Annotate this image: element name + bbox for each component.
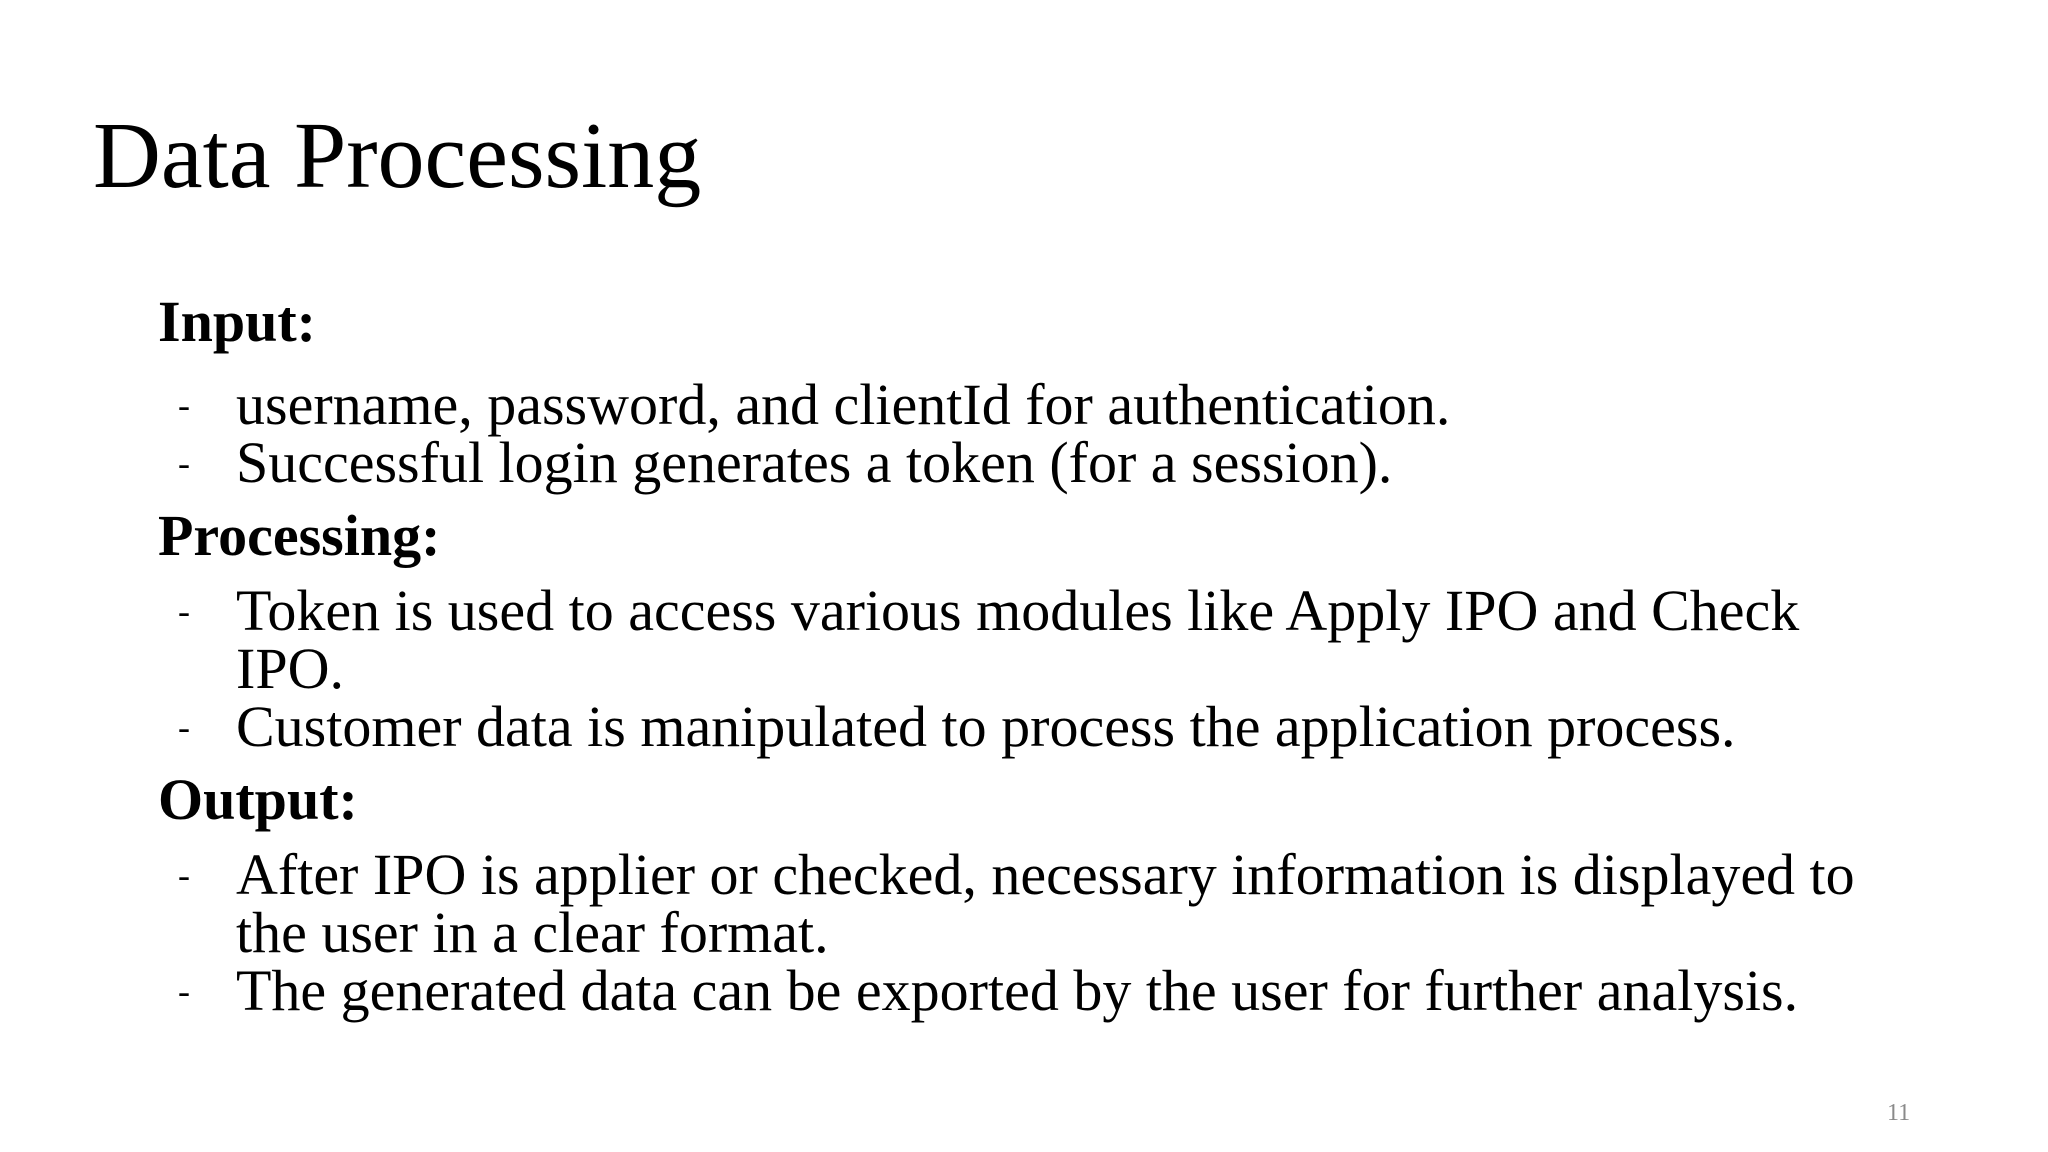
bullet-text: Successful login generates a token (for a session).: [236, 430, 1393, 495]
bullet-text: Customer data is manipulated to process the application process.: [236, 694, 1736, 759]
bullet-text: Token is used to access various modules like Apply IPO and Check IPO.: [236, 578, 1800, 701]
bullet-item: [158, 372, 1898, 437]
bullet-text: After IPO is applier or checked, necessary information is displayed to the user in a clear format.: [236, 842, 1855, 965]
dash-bullet-icon: -: [178, 591, 190, 631]
bullet-item: [158, 958, 1898, 1023]
dash-bullet-icon: -: [178, 443, 190, 483]
bullet-item: [158, 842, 1898, 965]
dash-bullet-icon: -: [178, 707, 190, 747]
bullet-text: The generated data can be exported by the user for further analysis.: [236, 958, 1799, 1023]
slide-title: Data Processing: [93, 104, 702, 208]
bullet-item: [158, 694, 1898, 759]
section-processing: [158, 502, 1898, 759]
section-input: [158, 288, 1898, 495]
bullet-item: [158, 578, 1898, 701]
dash-bullet-icon: -: [178, 385, 190, 425]
dash-bullet-icon: -: [178, 855, 190, 895]
bullet-text: username, password, and clientId for authentication.: [236, 372, 1451, 437]
dash-bullet-icon: -: [178, 971, 190, 1011]
bullet-list: [158, 842, 1898, 1023]
slide-content: [158, 288, 1898, 1030]
section-heading: Processing:: [158, 503, 441, 568]
bullet-item: [158, 430, 1898, 495]
section-heading: Input:: [158, 289, 316, 354]
bullet-list: [158, 372, 1898, 495]
section-heading: Output:: [158, 767, 358, 832]
page-number: 11: [1887, 1100, 1911, 1126]
section-output: [158, 766, 1898, 1023]
bullet-list: [158, 578, 1898, 759]
